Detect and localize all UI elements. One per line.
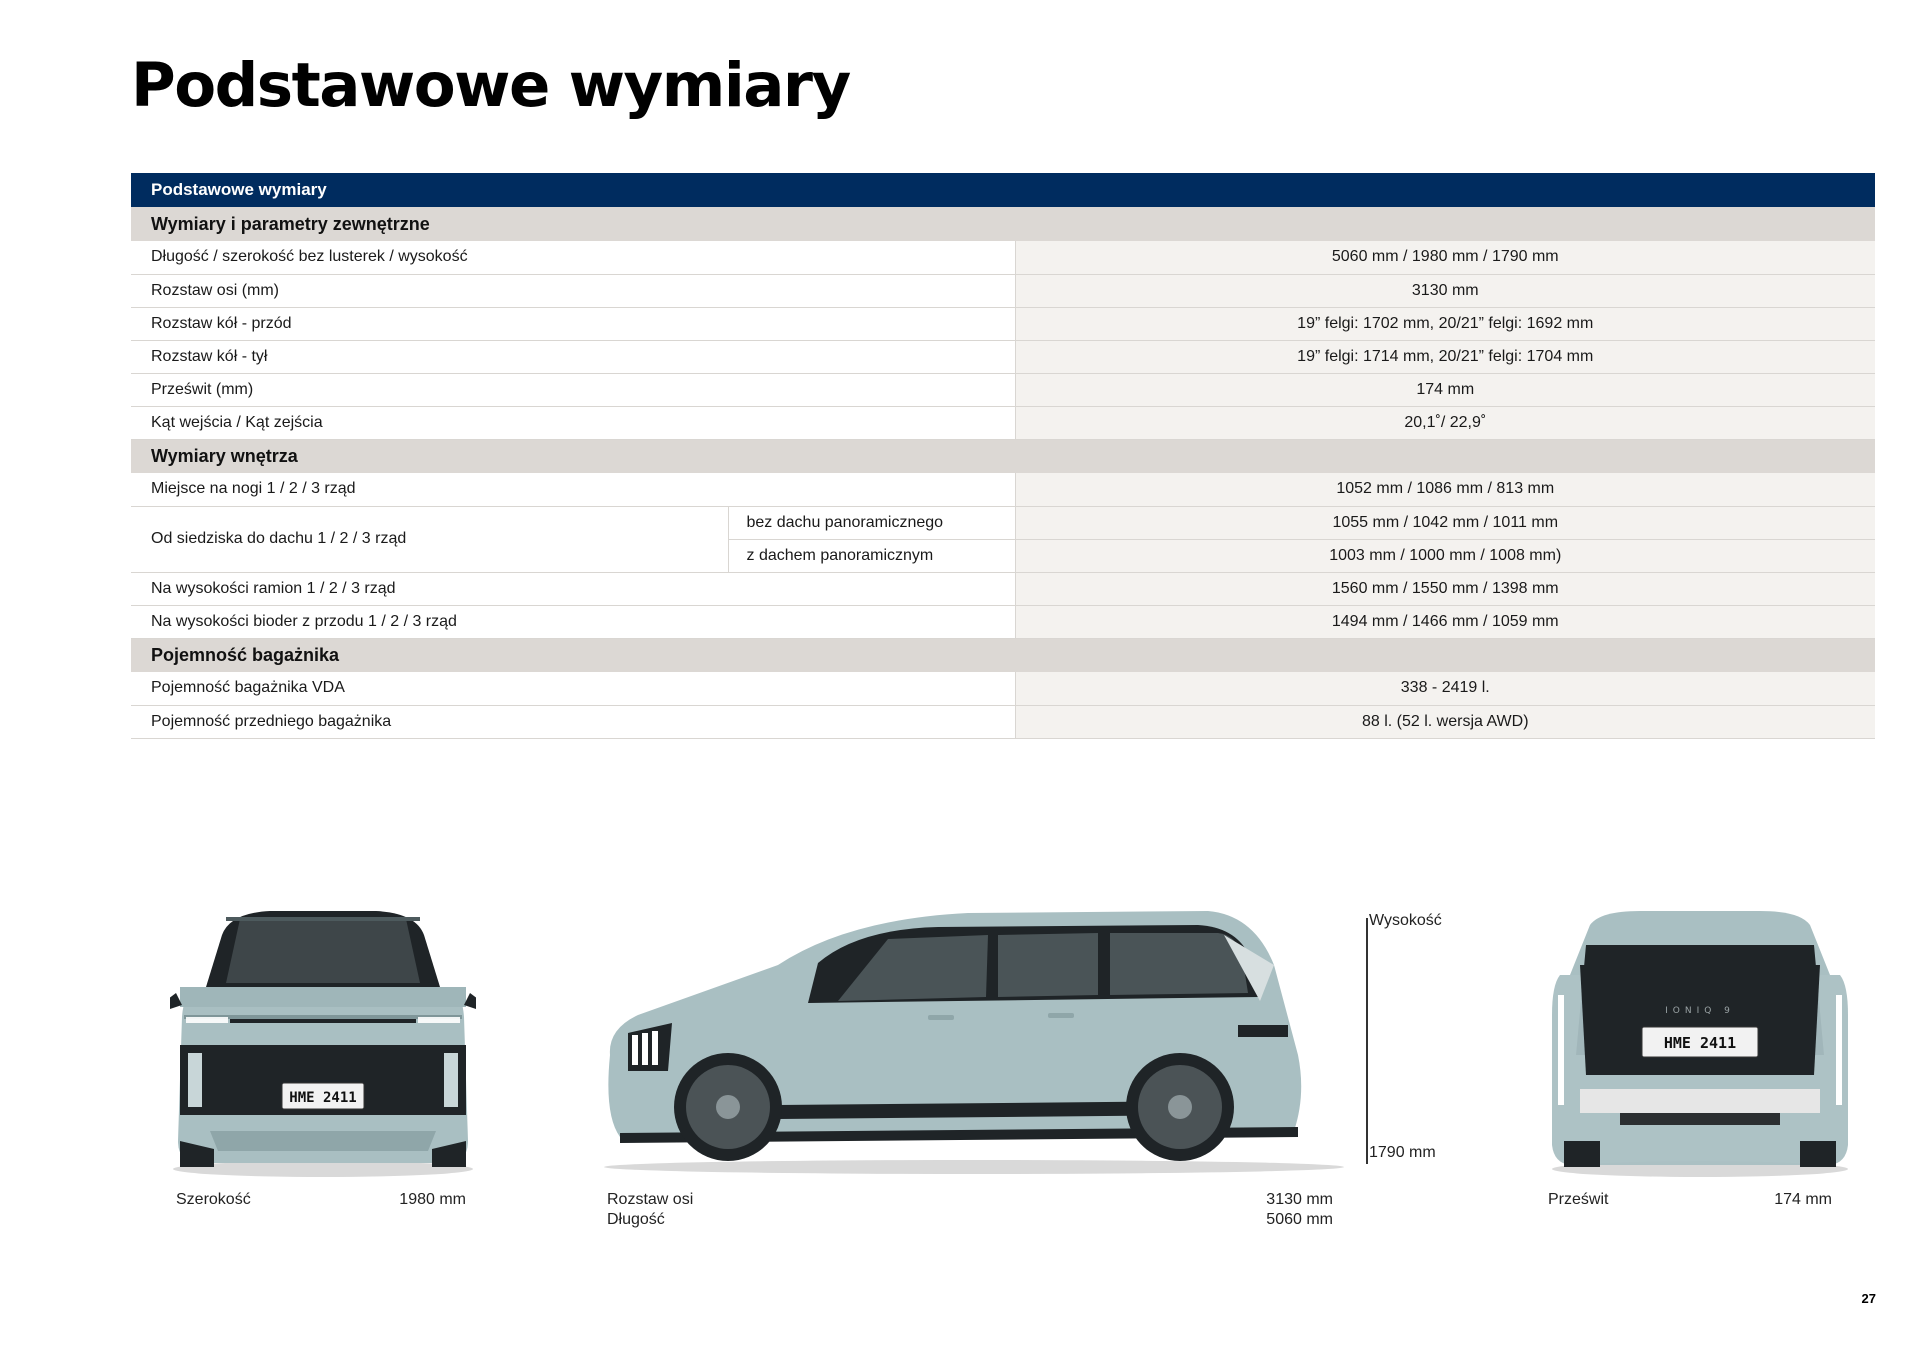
width-label: Szerokość	[176, 1191, 251, 1208]
page-title: Podstawowe wymiary	[131, 50, 850, 121]
row-sublabel: bez dachu panoramicznego	[728, 506, 1015, 539]
table-row	[131, 340, 1875, 373]
row-label: Na wysokości bioder z przodu 1 / 2 / 3 rząd	[131, 605, 1015, 638]
spec-table	[131, 173, 1875, 739]
height-dimension-line	[1366, 918, 1368, 1164]
width-value: 1980 mm	[399, 1191, 466, 1208]
license-plate-front: HME 2411	[289, 1090, 357, 1106]
row-label: Prześwit (mm)	[131, 373, 1015, 406]
table-row	[131, 473, 1875, 506]
car-rear-image	[1550, 905, 1850, 1180]
section-title-trunk: Pojemność bagażnika	[131, 638, 1875, 672]
section-row-trunk	[131, 638, 1875, 672]
table-row	[131, 506, 1875, 539]
row-label: Kąt wejścia / Kąt zejścia	[131, 406, 1015, 439]
table-row	[131, 274, 1875, 307]
car-front-image	[170, 905, 476, 1180]
row-value: 20,1˚/ 22,9˚	[1015, 406, 1875, 439]
table-row	[131, 373, 1875, 406]
row-label: Rozstaw kół - przód	[131, 307, 1015, 340]
row-value: 1055 mm / 1042 mm / 1011 mm	[1015, 506, 1875, 539]
table-row	[131, 605, 1875, 638]
row-label: Długość / szerokość bez lusterek / wysokość	[131, 241, 1015, 274]
section-title-exterior: Wymiary i parametry zewnętrzne	[131, 207, 1875, 241]
row-label: Rozstaw kół - tył	[131, 340, 1015, 373]
row-label: Pojemność bagażnika VDA	[131, 672, 1015, 705]
height-value: 1790 mm	[1369, 1144, 1436, 1161]
row-value: 19” felgi: 1714 mm, 20/21” felgi: 1704 mm	[1015, 340, 1875, 373]
car-side-image	[598, 905, 1350, 1175]
row-value: 1494 mm / 1466 mm / 1059 mm	[1015, 605, 1875, 638]
table-header-row	[131, 173, 1875, 207]
row-value: 174 mm	[1015, 373, 1875, 406]
row-value: 3130 mm	[1015, 274, 1875, 307]
row-label: Miejsce na nogi 1 / 2 / 3 rząd	[131, 473, 1015, 506]
row-sublabel: z dachem panoramicznym	[728, 539, 1015, 572]
row-value: 19” felgi: 1702 mm, 20/21” felgi: 1692 mm	[1015, 307, 1875, 340]
ground-clearance-value: 174 mm	[1774, 1191, 1832, 1208]
length-label: Długość	[607, 1211, 665, 1228]
row-label: Pojemność przedniego bagażnika	[131, 705, 1015, 738]
length-value: 5060 mm	[1266, 1211, 1333, 1228]
row-label: Rozstaw osi (mm)	[131, 274, 1015, 307]
ground-clearance-label: Prześwit	[1548, 1191, 1609, 1208]
table-row	[131, 705, 1875, 738]
height-label: Wysokość	[1369, 912, 1442, 929]
rear-badge: IONIQ 9	[1665, 1006, 1735, 1016]
row-value: 5060 mm / 1980 mm / 1790 mm	[1015, 241, 1875, 274]
wheelbase-value: 3130 mm	[1266, 1191, 1333, 1208]
table-row	[131, 672, 1875, 705]
table-row	[131, 307, 1875, 340]
wheelbase-label: Rozstaw osi	[607, 1191, 694, 1208]
row-label: Na wysokości ramion 1 / 2 / 3 rząd	[131, 572, 1015, 605]
section-title-interior: Wymiary wnętrza	[131, 439, 1875, 473]
table-row	[131, 406, 1875, 439]
row-value: 1560 mm / 1550 mm / 1398 mm	[1015, 572, 1875, 605]
table-header: Podstawowe wymiary	[131, 173, 1875, 207]
section-row-exterior	[131, 207, 1875, 241]
table-row	[131, 241, 1875, 274]
row-value: 1003 mm / 1000 mm / 1008 mm)	[1015, 539, 1875, 572]
row-value: 88 l. (52 l. wersja AWD)	[1015, 705, 1875, 738]
row-label: Od siedziska do dachu 1 / 2 / 3 rząd	[131, 506, 728, 572]
license-plate-rear: HME 2411	[1663, 1034, 1737, 1052]
row-value: 1052 mm / 1086 mm / 813 mm	[1015, 473, 1875, 506]
page-number: 27	[1861, 1291, 1876, 1306]
table-row	[131, 572, 1875, 605]
row-value: 338 - 2419 l.	[1015, 672, 1875, 705]
section-row-interior	[131, 439, 1875, 473]
